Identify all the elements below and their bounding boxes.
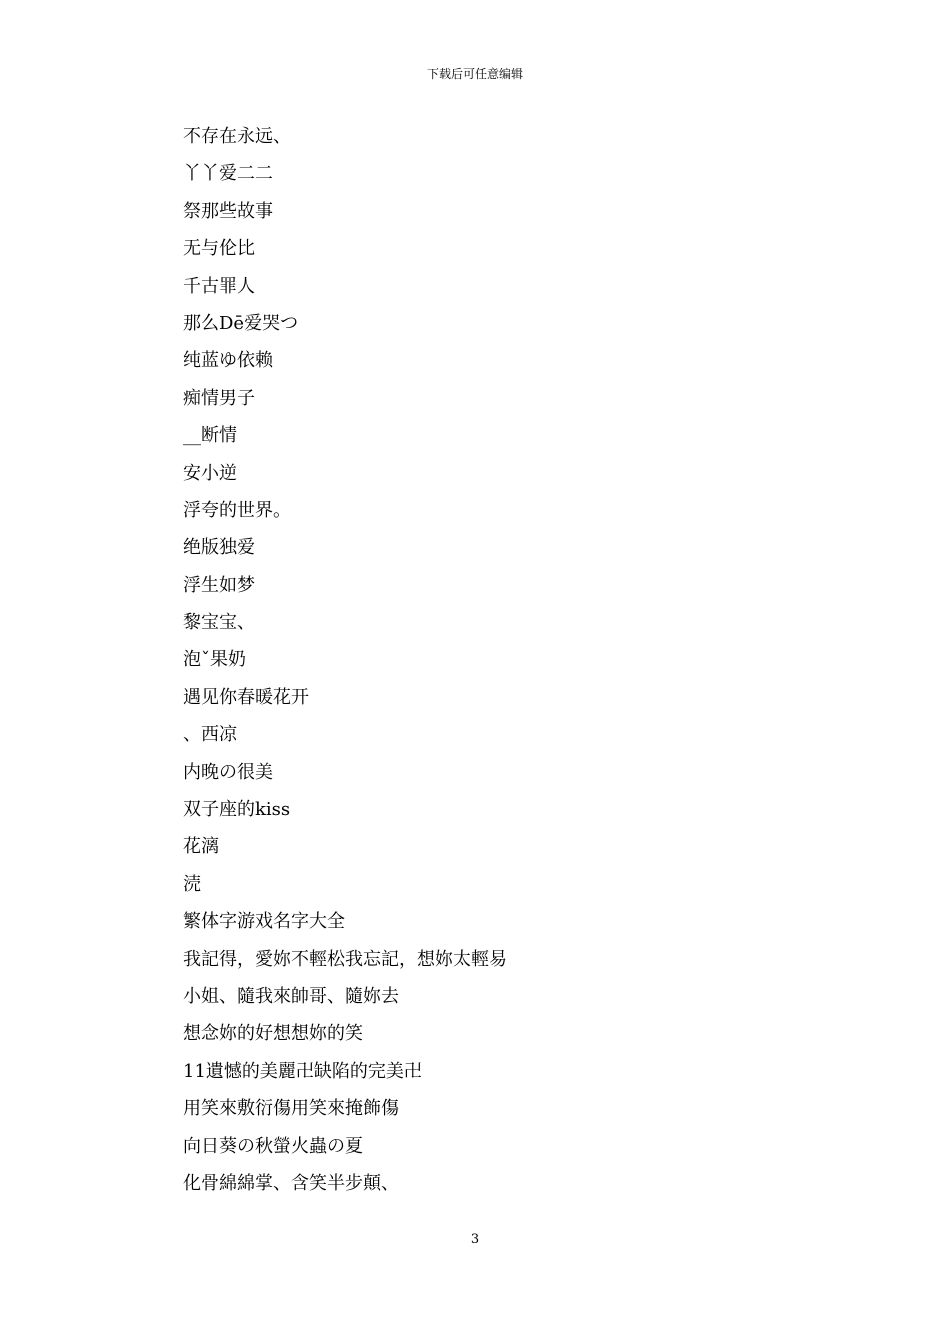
list-item: 向日葵の秋螢火蟲の夏: [183, 1135, 363, 1157]
list-item: 遇见你春暖花开: [183, 686, 309, 708]
list-item: 不存在永远、: [183, 126, 291, 147]
name-list: [183, 124, 803, 1208]
list-item: 、西凉: [183, 724, 237, 746]
list-item: 我記得，愛妳不輕松我忘記，想妳太輕易: [183, 948, 507, 970]
list-item: 那么Dē爱哭つ: [183, 312, 299, 334]
list-item: 小姐、隨我來帥哥、隨妳去: [183, 985, 399, 1007]
list-item: 浮生如梦: [183, 574, 255, 596]
list-item: 涜: [183, 873, 201, 895]
list-item: 黎宝宝、: [183, 612, 255, 634]
list-item: 痴情男子: [183, 387, 255, 409]
list-item: 丫丫爱二二: [183, 163, 273, 185]
list-item: 祭那些故事: [183, 200, 273, 222]
list-item: 内晚の很美: [183, 761, 273, 783]
list-item: __断情: [183, 425, 237, 447]
list-item: 绝版独爱: [183, 537, 255, 559]
page-number: 3: [470, 1232, 480, 1247]
list-item: 纯蓝ゆ依赖: [183, 350, 273, 372]
list-item: 安小逆: [183, 462, 237, 484]
list-item: 想念妳的好想想妳的笑: [183, 1023, 363, 1045]
section-heading: 繁体字游戏名字大全: [183, 911, 345, 933]
list-item: 化骨綿綿掌、含笑半步顛、: [183, 1172, 399, 1194]
list-item: 双子座的kiss: [183, 799, 291, 821]
list-item: 无与伦比: [183, 238, 255, 260]
list-item: 千古罪人: [183, 275, 255, 297]
list-item: 11遺憾的美麗卍缺陷的完美卍: [183, 1060, 422, 1082]
list-item: 泡ˇ果奶: [183, 649, 246, 671]
page-header: 下载后可任意编辑: [426, 67, 523, 81]
list-item: 花漓: [183, 836, 219, 858]
list-item: 浮夸的世界。: [183, 499, 291, 521]
list-item: 用笑來敷衍傷用笑來掩飾傷: [183, 1098, 399, 1120]
